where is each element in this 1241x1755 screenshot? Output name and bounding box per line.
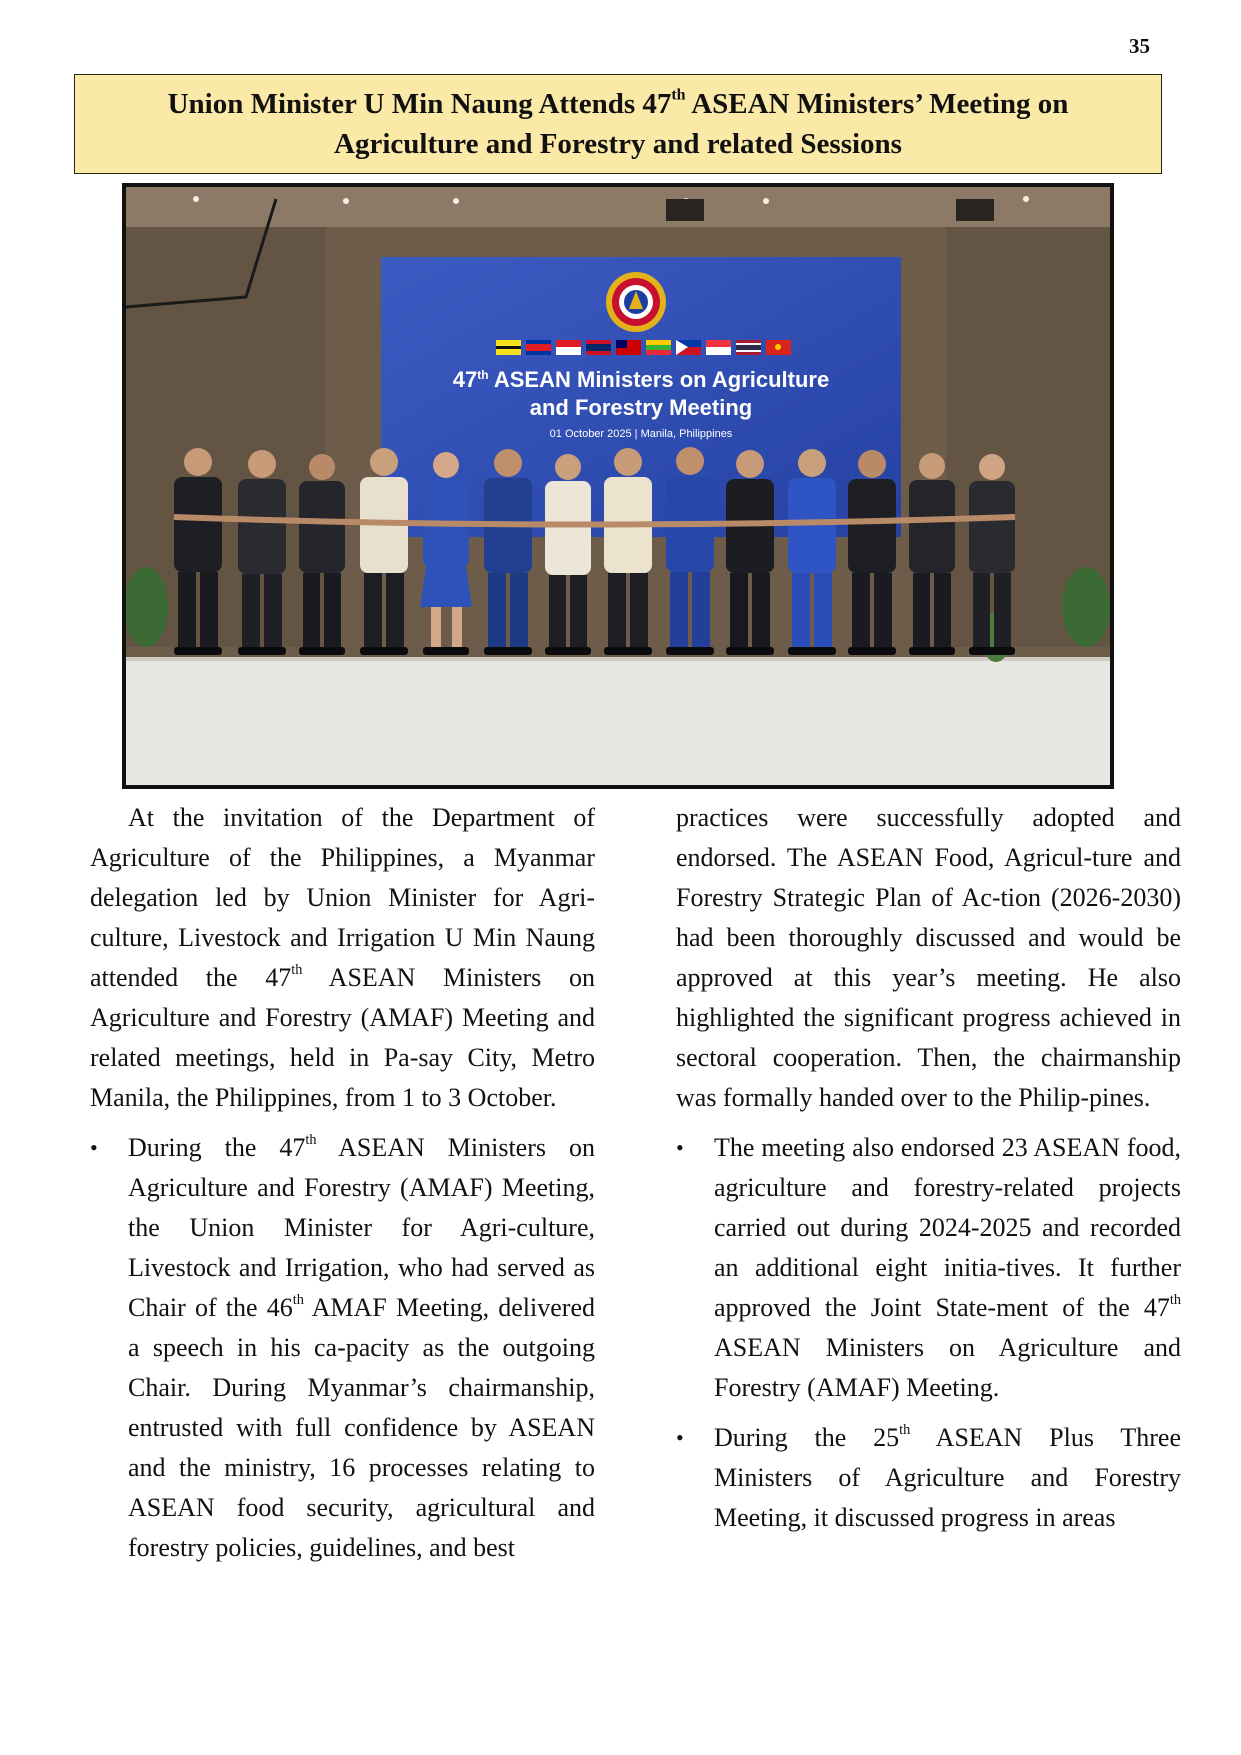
banner-sup: th [477, 368, 489, 382]
bullet-2-sup: th [1169, 1291, 1181, 1308]
banner-date: 01 October 2025 | Manila, Philippines [549, 428, 733, 440]
title-line-2: Agriculture and Forestry and related Sessions [334, 128, 902, 160]
bullet-item-3 [676, 1418, 1181, 1538]
bullet-3-text-a: During the 25 [714, 1423, 900, 1452]
page-number: 35 [1129, 34, 1150, 58]
bullet-1-text-c: AMAF Meeting, delivered a speech in his ca-pacity as the outgoing Chair. During Myanmar’s chairmanship, entrusted with full confidence by ASEAN and the ministry, 16 processes relating to ASEAN food security, agricultural and forestry policies, guidelines, and best [128, 1293, 595, 1562]
svg-text:47th ASEAN Ministers on Agricu [453, 367, 829, 392]
right-column [676, 798, 1181, 1538]
intro-paragraph [90, 798, 595, 1118]
intro-sup: th [291, 961, 303, 978]
title-text-a: Union Minister U Min Naung Attends 47 [167, 88, 672, 120]
bullet-3-sup: th [899, 1421, 911, 1438]
bullet-1-sup-1: th [305, 1131, 317, 1148]
banner-num: 47 [452, 367, 478, 392]
bullet-1-text-b: ASEAN Ministers on Agriculture and Forestry (AMAF) Meeting, the Union Minister for Agri-culture, Livestock and Irrigation, who had served as Chair of the 46 [128, 1133, 595, 1322]
banner-text-1: ASEAN Ministers on Agriculture [488, 367, 830, 392]
banner-text-2: and Forestry Meeting [529, 395, 753, 420]
title-sup: th [671, 86, 686, 104]
left-column [90, 798, 595, 1568]
bullet-1-sup-2: th [292, 1291, 304, 1308]
group-photo [122, 183, 1114, 789]
title-text-b: ASEAN Ministers’ Meeting on [685, 88, 1069, 120]
bullet-2-text-a: The meeting also endorsed 23 ASEAN food, agriculture and forestry-related projects carried out during 2024-2025 and recorded an additional eight initia-tives. It further approved the Joint State-ment of the 47 [714, 1133, 1181, 1322]
title-line-1 [75, 84, 1161, 124]
article-title [74, 74, 1162, 174]
intro-text-b: ASEAN Ministers on Agriculture and Forestry (AMAF) Meeting and related meetings, held in Pa-say City, Metro Manila, the Philippines, from 1 to 3 October. [90, 963, 595, 1112]
asean-emblem-icon [606, 272, 666, 332]
bullet-1-text-a: During the 47 [128, 1133, 306, 1162]
intro-text-a: At the invitation of the Department of Agriculture of the Philippines, a Myanmar delegation led by Union Minister for Agri-culture, Livestock and Irrigation U Min Naung attended the 47 [90, 803, 595, 992]
bullet-item-1 [90, 1128, 595, 1568]
bullet-2-text-b: ASEAN Ministers on Agriculture and Forestry (AMAF) Meeting. [714, 1333, 1181, 1402]
bullet-item-2 [676, 1128, 1181, 1408]
continued-paragraph: practices were successfully adopted and endorsed. The ASEAN Food, Agricul-ture and Forestry Strategic Plan of Ac-tion (2026-2030) had been thoroughly discussed and would be approved at this year’s meeting. He also highlighted the significant progress achieved in sectoral cooperation. Then, the chairmanship was formally handed over to the Philip-pines. [676, 803, 1181, 1112]
bullet-3-text-b: ASEAN Plus Three Ministers of Agriculture and Forestry Meeting, it discussed progress in areas [714, 1423, 1181, 1532]
